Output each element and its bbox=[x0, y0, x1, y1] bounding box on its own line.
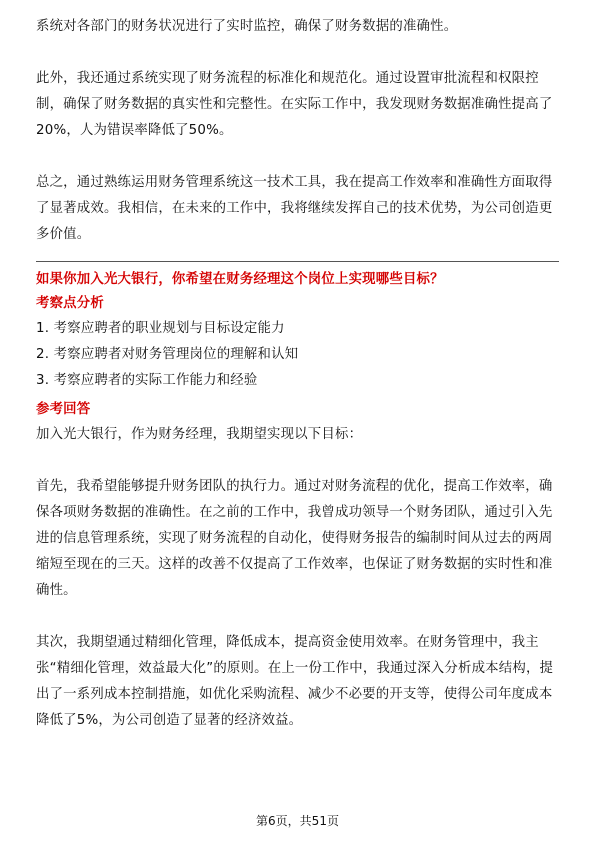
interview-question: 如果你加入光大银行，你希望在财务经理这个岗位上实现哪些目标？ bbox=[36, 272, 444, 287]
document-page bbox=[36, 14, 559, 734]
page-number: 第6页，共51页 bbox=[256, 814, 339, 828]
paragraph-gap bbox=[36, 40, 559, 66]
answer-paragraph-2: 其次，我期望通过精细化管理，降低成本，提高资金使用效率。在财务管理中，我主张“精细化管理，效益最大化”的原则。在上一份工作中，我通过深入分析成本结构，提出了一系列成本控制措施，如优化采购流程、减少不必要的开支等，使得公司年度成本降低了5%，为公司创造了显著的经济效益。 bbox=[36, 635, 554, 728]
analysis-item-3: 3. 考察应聘者的实际工作能力和经验 bbox=[36, 373, 258, 388]
answer-paragraph-1: 首先，我希望能够提升财务团队的执行力。通过对财务流程的优化，提高工作效率，确保各项财务数据的准确性。在之前的工作中，我曾成功领导一个财务团队，通过引入先进的信息管理系统，实现了财务流程的自动化，使得财务报告的编制时间从过去的两周缩短至现在的三天。这样的改善不仅提高了工作效率，也保证了财务数据的实时性和准确性。 bbox=[36, 479, 553, 598]
section-divider bbox=[36, 261, 559, 262]
answer-heading: 参考回答 bbox=[36, 402, 91, 417]
paragraph-top-1: 系统对各部门的财务状况进行了实时监控，确保了财务数据的准确性。 bbox=[36, 19, 458, 34]
analysis-heading: 考察点分析 bbox=[36, 296, 104, 311]
paragraph-top-2: 此外，我还通过系统实现了财务流程的标准化和规范化。通过设置审批流程和权限控制，确保了财务数据的真实性和完整性。在实际工作中，我发现财务数据准确性提高了20%，人为错误率降低了50%。 bbox=[36, 71, 553, 138]
analysis-item-2: 2. 考察应聘者对财务管理岗位的理解和认知 bbox=[36, 347, 299, 362]
paragraph-gap bbox=[36, 144, 559, 170]
paragraph-gap bbox=[36, 448, 559, 474]
paragraph-gap bbox=[36, 604, 559, 630]
analysis-item-1: 1. 考察应聘者的职业规划与目标设定能力 bbox=[36, 321, 285, 336]
answer-intro: 加入光大银行，作为财务经理，我期望实现以下目标： bbox=[36, 427, 363, 442]
paragraph-top-3: 总之，通过熟练运用财务管理系统这一技术工具，我在提高工作效率和准确性方面取得了显著成效。我相信，在未来的工作中，我将继续发挥自己的技术优势，为公司创造更多价值。 bbox=[36, 175, 553, 242]
